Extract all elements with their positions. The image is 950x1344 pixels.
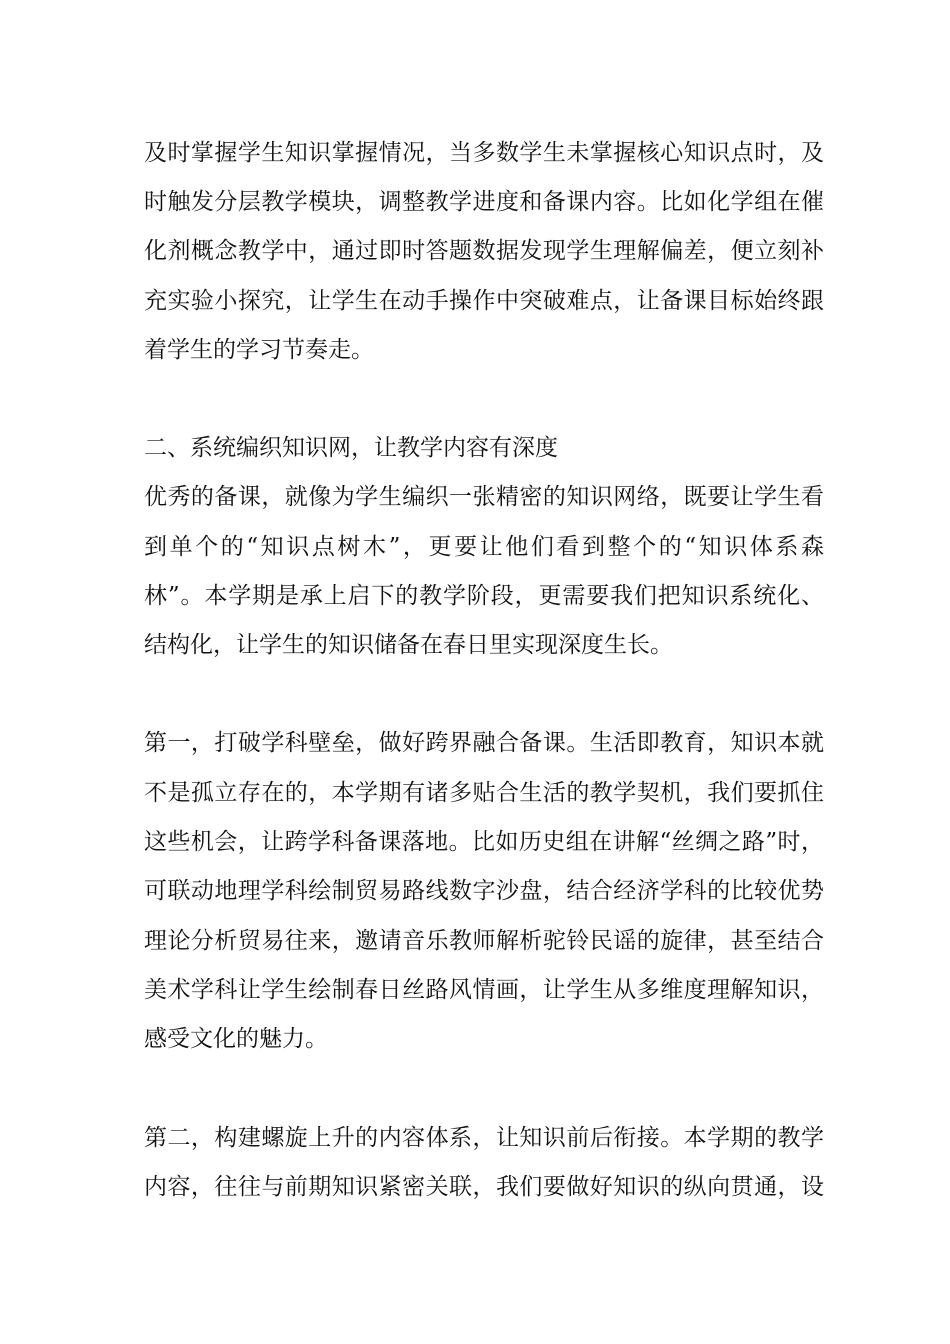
paragraph-line: 林”。本学期是承上启下的教学阶段，更需要我们把知识系统化、 — [144, 583, 824, 609]
paragraph-line: 感受文化的魅力。 — [144, 1026, 328, 1052]
paragraph-line: 着学生的学习节奏走。 — [144, 337, 374, 363]
paragraph-line: 可联动地理学科绘制贸易路线数字沙盘，结合经济学科的比较优势 — [144, 878, 824, 904]
paragraph-line: 化剂概念教学中，通过即时答题数据发现学生理解偏差，便立刻补 — [144, 238, 824, 264]
section-heading: 二、系统编织知识网，让教学内容有深度 — [144, 435, 558, 461]
paragraph-line: 理论分析贸易往来，邀请音乐教师解析驼铃民谣的旋律，甚至结合 — [144, 928, 824, 954]
paragraph-line: 时触发分层教学模块，调整教学进度和备课内容。比如化学组在催 — [144, 189, 824, 215]
paragraph-line: 第一，打破学科壁垒，做好跨界融合备课。生活即教育，知识本就 — [144, 730, 824, 756]
paragraph-line: 美术学科让学生绘制春日丝路风情画，让学生从多维度理解知识， — [144, 977, 824, 1003]
paragraph-line: 内容，往往与前期知识紧密关联，我们要做好知识的纵向贯通，设 — [144, 1174, 824, 1200]
paragraph-line: 结构化，让学生的知识储备在春日里实现深度生长。 — [144, 632, 673, 658]
paragraph-line: 不是孤立存在的，本学期有诸多贴合生活的教学契机，我们要抓住 — [144, 780, 824, 806]
paragraph-line: 这些机会，让跨学科备课落地。比如历史组在讲解“丝绸之路”时， — [144, 829, 824, 855]
paragraph-line: 第二，构建螺旋上升的内容体系，让知识前后衔接。本学期的教学 — [144, 1125, 824, 1151]
paragraph-line: 优秀的备课，就像为学生编织一张精密的知识网络，既要让学生看 — [144, 484, 824, 510]
paragraph-line: 到单个的“知识点树木”，更要让他们看到整个的“知识体系森 — [144, 534, 824, 560]
paragraph-line: 及时掌握学生知识掌握情况，当多数学生未掌握核心知识点时，及 — [144, 140, 824, 166]
paragraph-line: 充实验小探究，让学生在动手操作中突破难点，让备课目标始终跟 — [144, 288, 824, 314]
